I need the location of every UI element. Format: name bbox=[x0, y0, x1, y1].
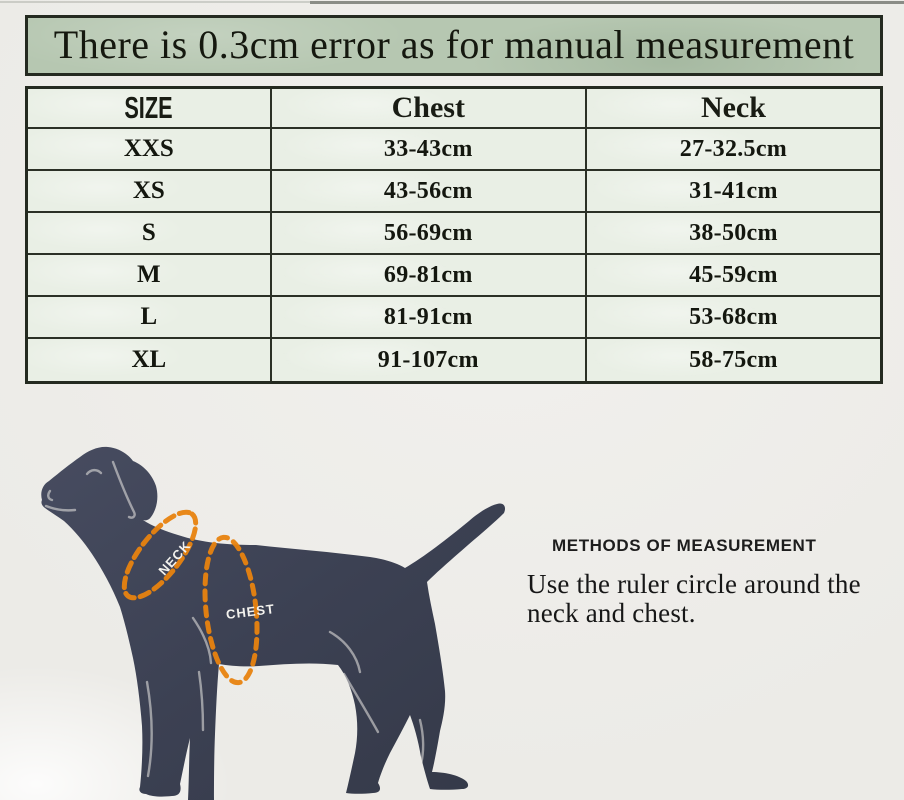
size-table bbox=[25, 86, 883, 384]
top-edge-line bbox=[310, 1, 904, 4]
chest-label: CHEST bbox=[225, 601, 276, 622]
header-size-label: SIZE bbox=[124, 90, 173, 125]
neck-cell: 27-32.5cm bbox=[587, 129, 880, 171]
chest-cell: 91-107cm bbox=[272, 339, 587, 381]
methods-title: METHODS OF MEASUREMENT bbox=[552, 536, 817, 555]
chest-cell: 81-91cm bbox=[272, 297, 587, 339]
neck-cell: 31-41cm bbox=[587, 171, 880, 213]
dog-silhouette bbox=[41, 447, 505, 800]
neck-cell: 58-75cm bbox=[587, 339, 880, 381]
dog-svg bbox=[0, 420, 520, 800]
methods-body: Use the ruler circle around the neck and chest. bbox=[527, 569, 861, 629]
chest-cell: 56-69cm bbox=[272, 213, 587, 255]
size-cell: XXS bbox=[28, 129, 272, 171]
header-cell-size bbox=[28, 89, 272, 129]
measurement-error-banner bbox=[25, 15, 883, 76]
size-cell: S bbox=[28, 213, 272, 255]
header-cell-chest bbox=[272, 89, 587, 129]
header-neck-label: Neck bbox=[700, 91, 766, 124]
size-cell: L bbox=[28, 297, 272, 339]
chest-cell: 69-81cm bbox=[272, 255, 587, 297]
top-edge-line-soft bbox=[0, 1, 310, 3]
size-cell: M bbox=[28, 255, 272, 297]
neck-cell: 53-68cm bbox=[587, 297, 880, 339]
chest-cell: 43-56cm bbox=[272, 171, 587, 213]
header-chest-label: Chest bbox=[391, 91, 465, 124]
size-cell: XS bbox=[28, 171, 272, 213]
size-cell: XL bbox=[28, 339, 272, 381]
dog-measurement-diagram bbox=[0, 420, 520, 800]
neck-label: NECK bbox=[155, 537, 194, 579]
header-cell-neck bbox=[587, 89, 880, 129]
neck-cell: 38-50cm bbox=[587, 213, 880, 255]
chest-cell: 33-43cm bbox=[272, 129, 587, 171]
neck-cell: 45-59cm bbox=[587, 255, 880, 297]
banner-text: There is 0.3cm error as for manual measurement bbox=[53, 22, 855, 67]
